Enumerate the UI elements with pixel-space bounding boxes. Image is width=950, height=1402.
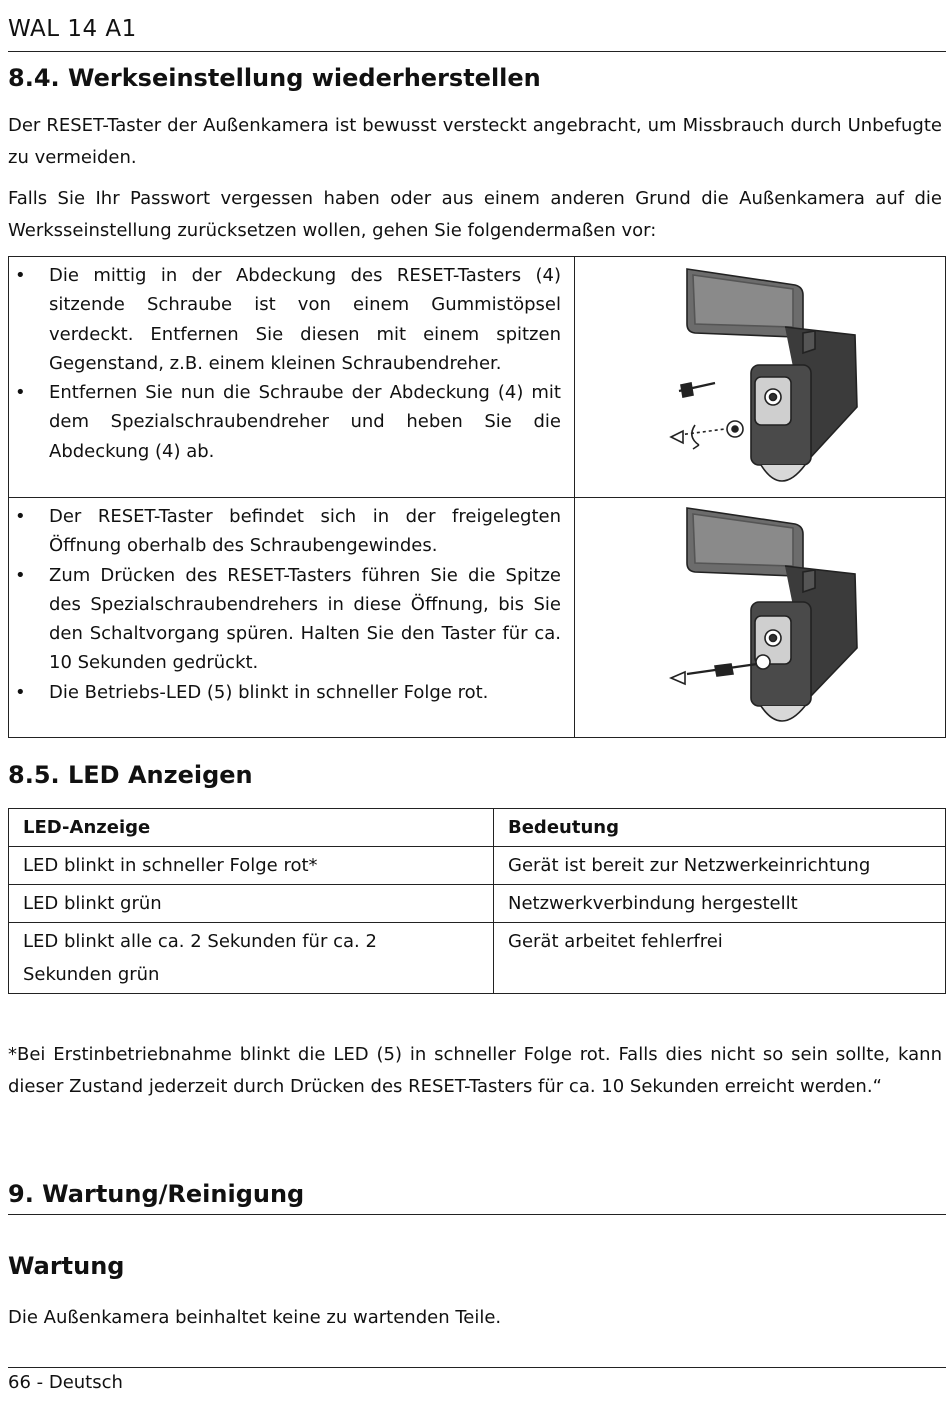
procedure-row-2 [9, 498, 945, 738]
bullet-icon: • [15, 265, 26, 286]
led-indicator-cell: LED blinkt in schneller Folge rot* [9, 847, 494, 885]
camera-cover-removal-illustration [575, 257, 945, 497]
led-table [8, 808, 946, 994]
led-meaning-cell: Netzwerkverbindung hergestellt [494, 885, 946, 923]
section-8-5-title: 8.5. LED Anzeigen [8, 761, 253, 789]
list-item [15, 378, 561, 466]
led-table-header-cell: LED-Anzeige [9, 809, 494, 847]
led-indicator-cell: LED blinkt grün [9, 885, 494, 923]
footer-rule [8, 1367, 946, 1368]
list-item [15, 561, 561, 678]
step-text: Die mittig in der Abdeckung des RESET-Tasters (4) sitzende Schraube ist von einem Gummistöpsel verdeckt. Entfernen Sie diesen mit einem spitzen Gegenstand, z.B. einem kleinen Schraubendreher. [49, 265, 561, 374]
section-9-para: Die Außenkamera beinhaltet keine zu wartenden Teile. [8, 1307, 502, 1328]
led-indicator-cell: LED blinkt alle ca. 2 Sekunden für ca. 2 Sekunden grün [9, 923, 494, 994]
model-name: WAL 14 A1 [8, 16, 137, 42]
step-text: Der RESET-Taster befindet sich in der freigelegten Öffnung oberhalb des Schraubengewindes. [49, 506, 561, 557]
led-meaning-cell: Gerät ist bereit zur Netzwerkeinrichtung [494, 847, 946, 885]
section-9-rule [8, 1214, 946, 1215]
list-item [15, 678, 561, 707]
procedure-row-1 [9, 257, 945, 498]
led-meaning-cell: Gerät arbeitet fehlerfrei [494, 923, 946, 994]
bullet-icon: • [15, 681, 26, 703]
section-8-4-title: 8.4. Werkseinstellung wiederherstellen [8, 64, 541, 92]
section-8-4-para2: Falls Sie Ihr Passwort vergessen haben oder aus einem anderen Grund die Außenkamera auf die Werksseinstellung zurücksetzen wollen, gehen Sie folgendermaßen vor: [8, 188, 942, 241]
led-table-header-cell: Bedeutung [494, 809, 946, 847]
step-text: Die Betriebs-LED (5) blinkt in schneller Folge rot. [49, 681, 489, 703]
list-item [15, 502, 561, 561]
bullet-icon: • [15, 506, 26, 527]
manual-page [8, 0, 946, 1402]
step-text: Zum Drücken des RESET-Tasters führen Sie die Spitze des Spezialschraubendrehers in diese Öffnung, bis Sie den Schaltvorgang spüren. Halten Sie den Taster für ca. 10 Sekunden gedrückt. [49, 564, 561, 674]
table-row [9, 923, 946, 994]
table-row [9, 847, 946, 885]
table-row [9, 885, 946, 923]
section-9-title: 9. Wartung/Reinigung [8, 1180, 305, 1208]
bullet-icon: • [15, 564, 26, 586]
led-table-header [9, 809, 946, 847]
page-footer: 66 - Deutsch [8, 1372, 123, 1393]
section-8-4-para1: Der RESET-Taster der Außenkamera ist bewusst versteckt angebracht, um Missbrauch durch Unbefugte zu vermeiden. [8, 115, 942, 168]
header-rule [8, 51, 946, 52]
list-item [15, 261, 561, 378]
step-text: Entfernen Sie nun die Schraube der Abdeckung (4) mit dem Spezialschraubendreher und heben Sie die Abdeckung (4) ab. [49, 382, 561, 462]
reset-button-press-illustration [575, 498, 945, 738]
procedure-table [8, 256, 946, 738]
section-9-subtitle: Wartung [8, 1252, 125, 1280]
bullet-icon: • [15, 382, 26, 404]
led-footnote: *Bei Erstinbetriebnahme blinkt die LED (5) in schneller Folge rot. Falls dies nicht so sein sollte, kann dieser Zustand jederzeit durch Drücken des RESET-Tasters für ca. 10 Sekunden erreicht werden.“ [8, 1044, 942, 1097]
